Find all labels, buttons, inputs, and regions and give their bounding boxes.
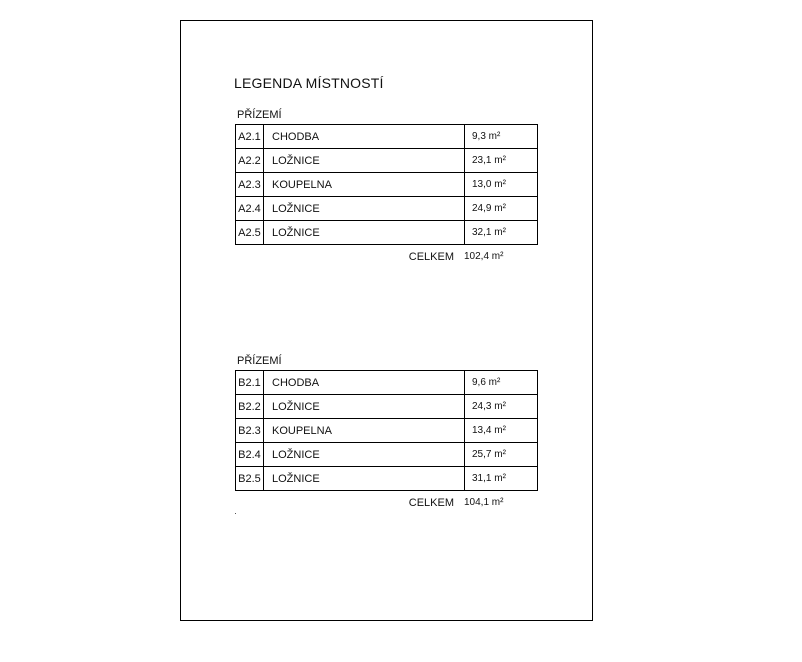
- table-row: [236, 395, 538, 419]
- table-row: [236, 173, 538, 197]
- total-label-b: CELKEM: [408, 497, 454, 509]
- room-name: LOŽNICE: [264, 149, 465, 173]
- room-code: A2.4: [236, 197, 264, 221]
- room-name: LOŽNICE: [264, 443, 465, 467]
- table-row: [236, 371, 538, 395]
- room-name: LOŽNICE: [264, 221, 465, 245]
- room-code: B2.5: [236, 467, 264, 491]
- section-label-a: PŘÍZEMÍ: [237, 109, 282, 121]
- room-name: KOUPELNA: [264, 419, 465, 443]
- room-table-b: [235, 370, 538, 491]
- room-name: CHODBA: [264, 371, 465, 395]
- room-area: 24,3 m²: [465, 395, 538, 419]
- room-code: B2.2: [236, 395, 264, 419]
- room-area: 24,9 m²: [465, 197, 538, 221]
- room-area: 31,1 m²: [465, 467, 538, 491]
- room-code: A2.1: [236, 125, 264, 149]
- room-area: 13,4 m²: [465, 419, 538, 443]
- room-name: CHODBA: [264, 125, 465, 149]
- room-code: B2.3: [236, 419, 264, 443]
- table-row: [236, 149, 538, 173]
- room-name: LOŽNICE: [264, 197, 465, 221]
- room-code: A2.3: [236, 173, 264, 197]
- table-row: [236, 197, 538, 221]
- room-code: B2.4: [236, 443, 264, 467]
- room-name: LOŽNICE: [264, 467, 465, 491]
- room-area: 25,7 m²: [465, 443, 538, 467]
- total-label-a: CELKEM: [408, 251, 454, 263]
- room-code: A2.2: [236, 149, 264, 173]
- room-area: 32,1 m²: [465, 221, 538, 245]
- room-name: LOŽNICE: [264, 395, 465, 419]
- room-area: 13,0 m²: [465, 173, 538, 197]
- total-value-b: 104,1 m²: [464, 497, 504, 508]
- total-value-a: 102,4 m²: [464, 251, 504, 262]
- stray-mark: [235, 513, 236, 514]
- room-name: KOUPELNA: [264, 173, 465, 197]
- table-row: [236, 221, 538, 245]
- room-area: 9,3 m²: [465, 125, 538, 149]
- room-code: A2.5: [236, 221, 264, 245]
- table-row: [236, 419, 538, 443]
- table-row: [236, 443, 538, 467]
- room-area: 23,1 m²: [465, 149, 538, 173]
- table-row: [236, 125, 538, 149]
- table-row: [236, 467, 538, 491]
- legend-title: LEGENDA MÍSTNOSTÍ: [234, 75, 384, 91]
- room-table-a: [235, 124, 538, 245]
- room-area: 9,6 m²: [465, 371, 538, 395]
- room-code: B2.1: [236, 371, 264, 395]
- section-label-b: PŘÍZEMÍ: [237, 355, 282, 367]
